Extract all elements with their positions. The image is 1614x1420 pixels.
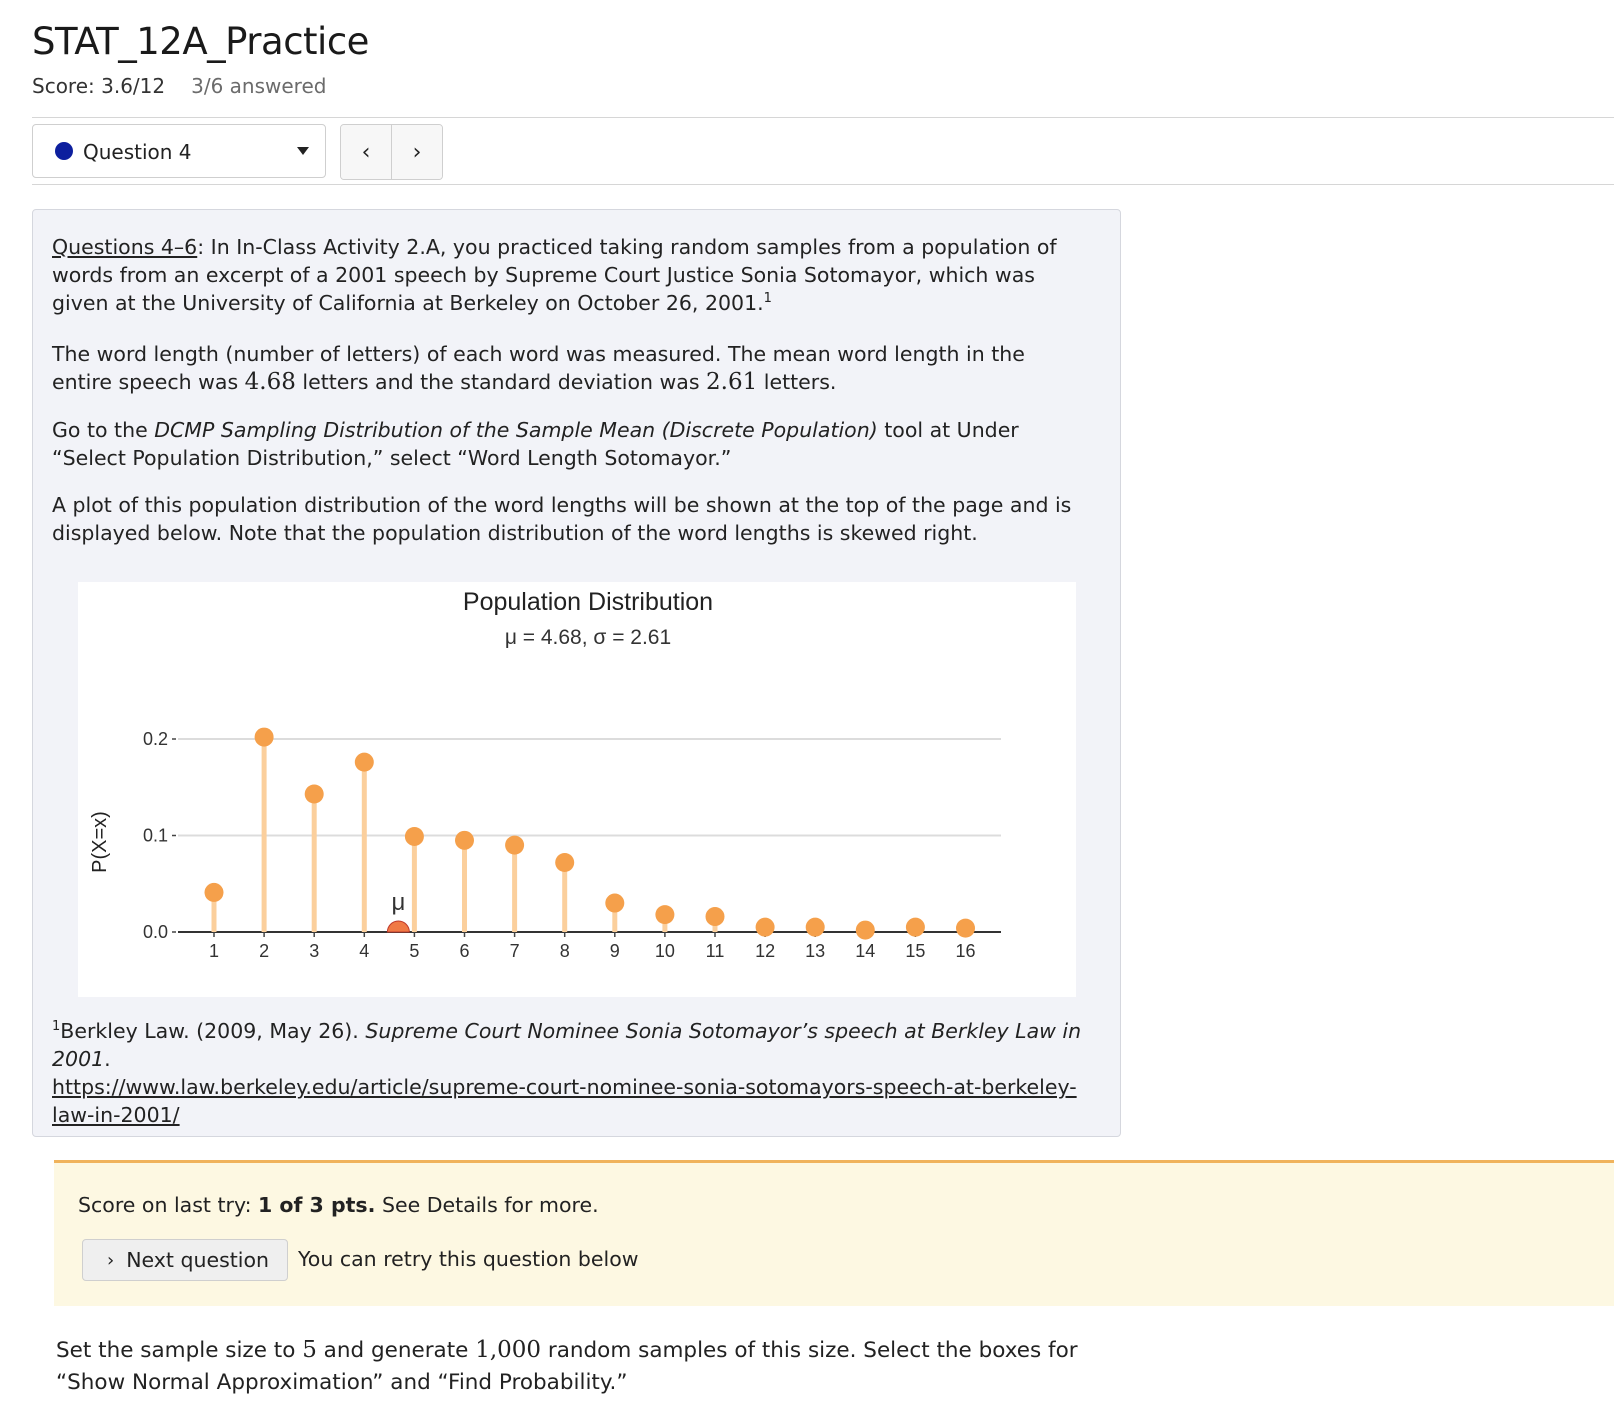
- previous-question-button[interactable]: [341, 125, 391, 179]
- footnote-citation: Berkley Law. (2009, May 26).: [60, 1019, 366, 1043]
- score-suffix: See Details for more.: [375, 1193, 599, 1217]
- data-point: [706, 907, 725, 926]
- footnote-period: .: [104, 1047, 111, 1071]
- data-point: [455, 831, 474, 850]
- x-tick-label: 12: [755, 941, 776, 961]
- x-tick-label: 4: [359, 941, 370, 961]
- data-point: [605, 894, 624, 913]
- y-tick-label: 0.0: [142, 922, 168, 942]
- next-question-label: Next question: [126, 1248, 270, 1272]
- score-summary: [32, 74, 326, 98]
- question-intro: [52, 233, 1080, 317]
- plot-description: A plot of this population distribution of the word lengths will be shown at the top of the page and is displayed below. Note that the population distribution of the word lengths is skewed right.: [52, 493, 1072, 545]
- intro-text: : In In-Class Activity 2.A, you practiced taking random samples from a population of words from an excerpt of a 2001 speech by Supreme Court Justice Sonia Sotomayor, which was given at the University of California at Berkeley on October 26, 2001.: [52, 235, 1057, 315]
- footnote-link[interactable]: https://www.law.berkeley.edu/article/supreme-court-nominee-sonia-sotomayors-speech-at-berkeley-law-in-2001/: [52, 1075, 1077, 1127]
- next-question-button[interactable]: [82, 1239, 288, 1281]
- tool-instructions: [52, 416, 1080, 472]
- question-pager: [340, 124, 443, 180]
- data-point: [956, 919, 975, 938]
- para3-text-b: tool at Under “Select Population Distribution,” select “Word Length Sotomayor.”: [52, 418, 1019, 470]
- questions-range-label: Questions 4–6: [52, 235, 198, 259]
- data-point: [255, 728, 274, 747]
- footnote: [52, 1017, 1092, 1129]
- y-tick-label: 0.1: [142, 825, 168, 846]
- x-tick-label: 1: [208, 941, 220, 961]
- x-tick-label: 10: [654, 941, 675, 961]
- y-tick-label: 0.2: [142, 729, 168, 749]
- y-axis-label: P(X=x): [89, 811, 111, 873]
- data-point: [806, 918, 825, 937]
- x-tick-label: 11: [705, 941, 725, 961]
- sample-count-value: 1,000: [475, 1337, 542, 1363]
- tool-name: DCMP Sampling Distribution of the Sample Mean (Discrete Population): [154, 418, 878, 442]
- chevron-right-icon: ›: [107, 1249, 115, 1271]
- divider-top: [32, 117, 1614, 118]
- divider-nav: [32, 184, 1614, 185]
- score-text: Score: 3.6/12: [32, 74, 166, 98]
- x-tick-label: 13: [805, 941, 826, 961]
- data-point: [906, 918, 925, 937]
- footnote-number: 1: [52, 1019, 61, 1034]
- feedback-panel: [54, 1160, 1614, 1306]
- footnote-ref: 1: [763, 291, 772, 306]
- question-select-label: Question 4: [83, 140, 192, 164]
- data-point: [856, 921, 875, 940]
- x-tick-label: 5: [409, 941, 420, 961]
- chart-subtitle: μ = 4.68, σ = 2.61: [504, 626, 672, 649]
- chart-svg: [78, 582, 1076, 997]
- chevron-left-icon: ‹: [361, 139, 371, 165]
- para3-text-a: Go to the: [52, 418, 155, 442]
- question-panel: [32, 209, 1121, 1137]
- x-tick-label: 16: [955, 941, 976, 961]
- data-point: [505, 836, 524, 855]
- mean-label: μ: [391, 889, 406, 916]
- para2-text-c: letters.: [757, 370, 837, 394]
- bottom-text-a: Set the sample size to: [56, 1338, 303, 1363]
- data-point: [305, 785, 324, 804]
- sample-size-value: 5: [302, 1337, 317, 1363]
- question-status-dot: [55, 142, 73, 160]
- x-tick-label: 6: [459, 941, 470, 961]
- x-tick-label: 3: [309, 941, 320, 961]
- x-tick-label: 2: [259, 941, 270, 961]
- sd-value: 2.61: [706, 369, 758, 395]
- last-try-score: [78, 1193, 599, 1217]
- dropdown-caret-icon: [297, 147, 309, 155]
- retry-message: You can retry this question below: [298, 1247, 639, 1271]
- footnote-title: Supreme Court Nominee Sonia Sotomayor’s speech at Berkley Law in 2001: [52, 1019, 1082, 1071]
- next-question-arrow-button[interactable]: [391, 125, 442, 179]
- x-tick-label: 8: [559, 941, 570, 961]
- data-point: [205, 883, 224, 902]
- chevron-right-icon: ›: [412, 139, 422, 165]
- mean-marker: [387, 921, 409, 932]
- data-point: [756, 918, 775, 937]
- population-distribution-chart: [78, 582, 1076, 997]
- data-point: [655, 905, 674, 924]
- page-title: STAT_12A_Practice: [32, 20, 369, 63]
- x-tick-label: 14: [855, 941, 876, 961]
- score-points: 1 of 3 pts.: [258, 1193, 376, 1217]
- question-select[interactable]: [32, 124, 326, 178]
- chart-title: Population Distribution: [462, 588, 714, 616]
- x-tick-label: 15: [905, 941, 926, 961]
- x-tick-label: 7: [509, 941, 520, 961]
- score-prefix: Score on last try:: [78, 1193, 259, 1217]
- data-point: [355, 753, 374, 772]
- data-point: [555, 853, 574, 872]
- x-tick-label: 9: [609, 941, 620, 961]
- word-length-paragraph: [52, 340, 1080, 396]
- bottom-text-b: and generate: [316, 1338, 476, 1363]
- mean-value: 4.68: [244, 369, 296, 395]
- bottom-text-c: random samples of this size. Select the boxes for “Show Normal Approximation” and “Find Probability.”: [56, 1338, 1078, 1395]
- para2-text-b: letters and the standard deviation was: [295, 370, 707, 394]
- para2-text-a: The word length (number of letters) of each word was measured. The mean word length in the entire speech was: [52, 342, 1025, 394]
- next-part-instructions: [56, 1334, 1116, 1399]
- data-point: [405, 827, 424, 846]
- answered-count: 3/6 answered: [191, 74, 327, 98]
